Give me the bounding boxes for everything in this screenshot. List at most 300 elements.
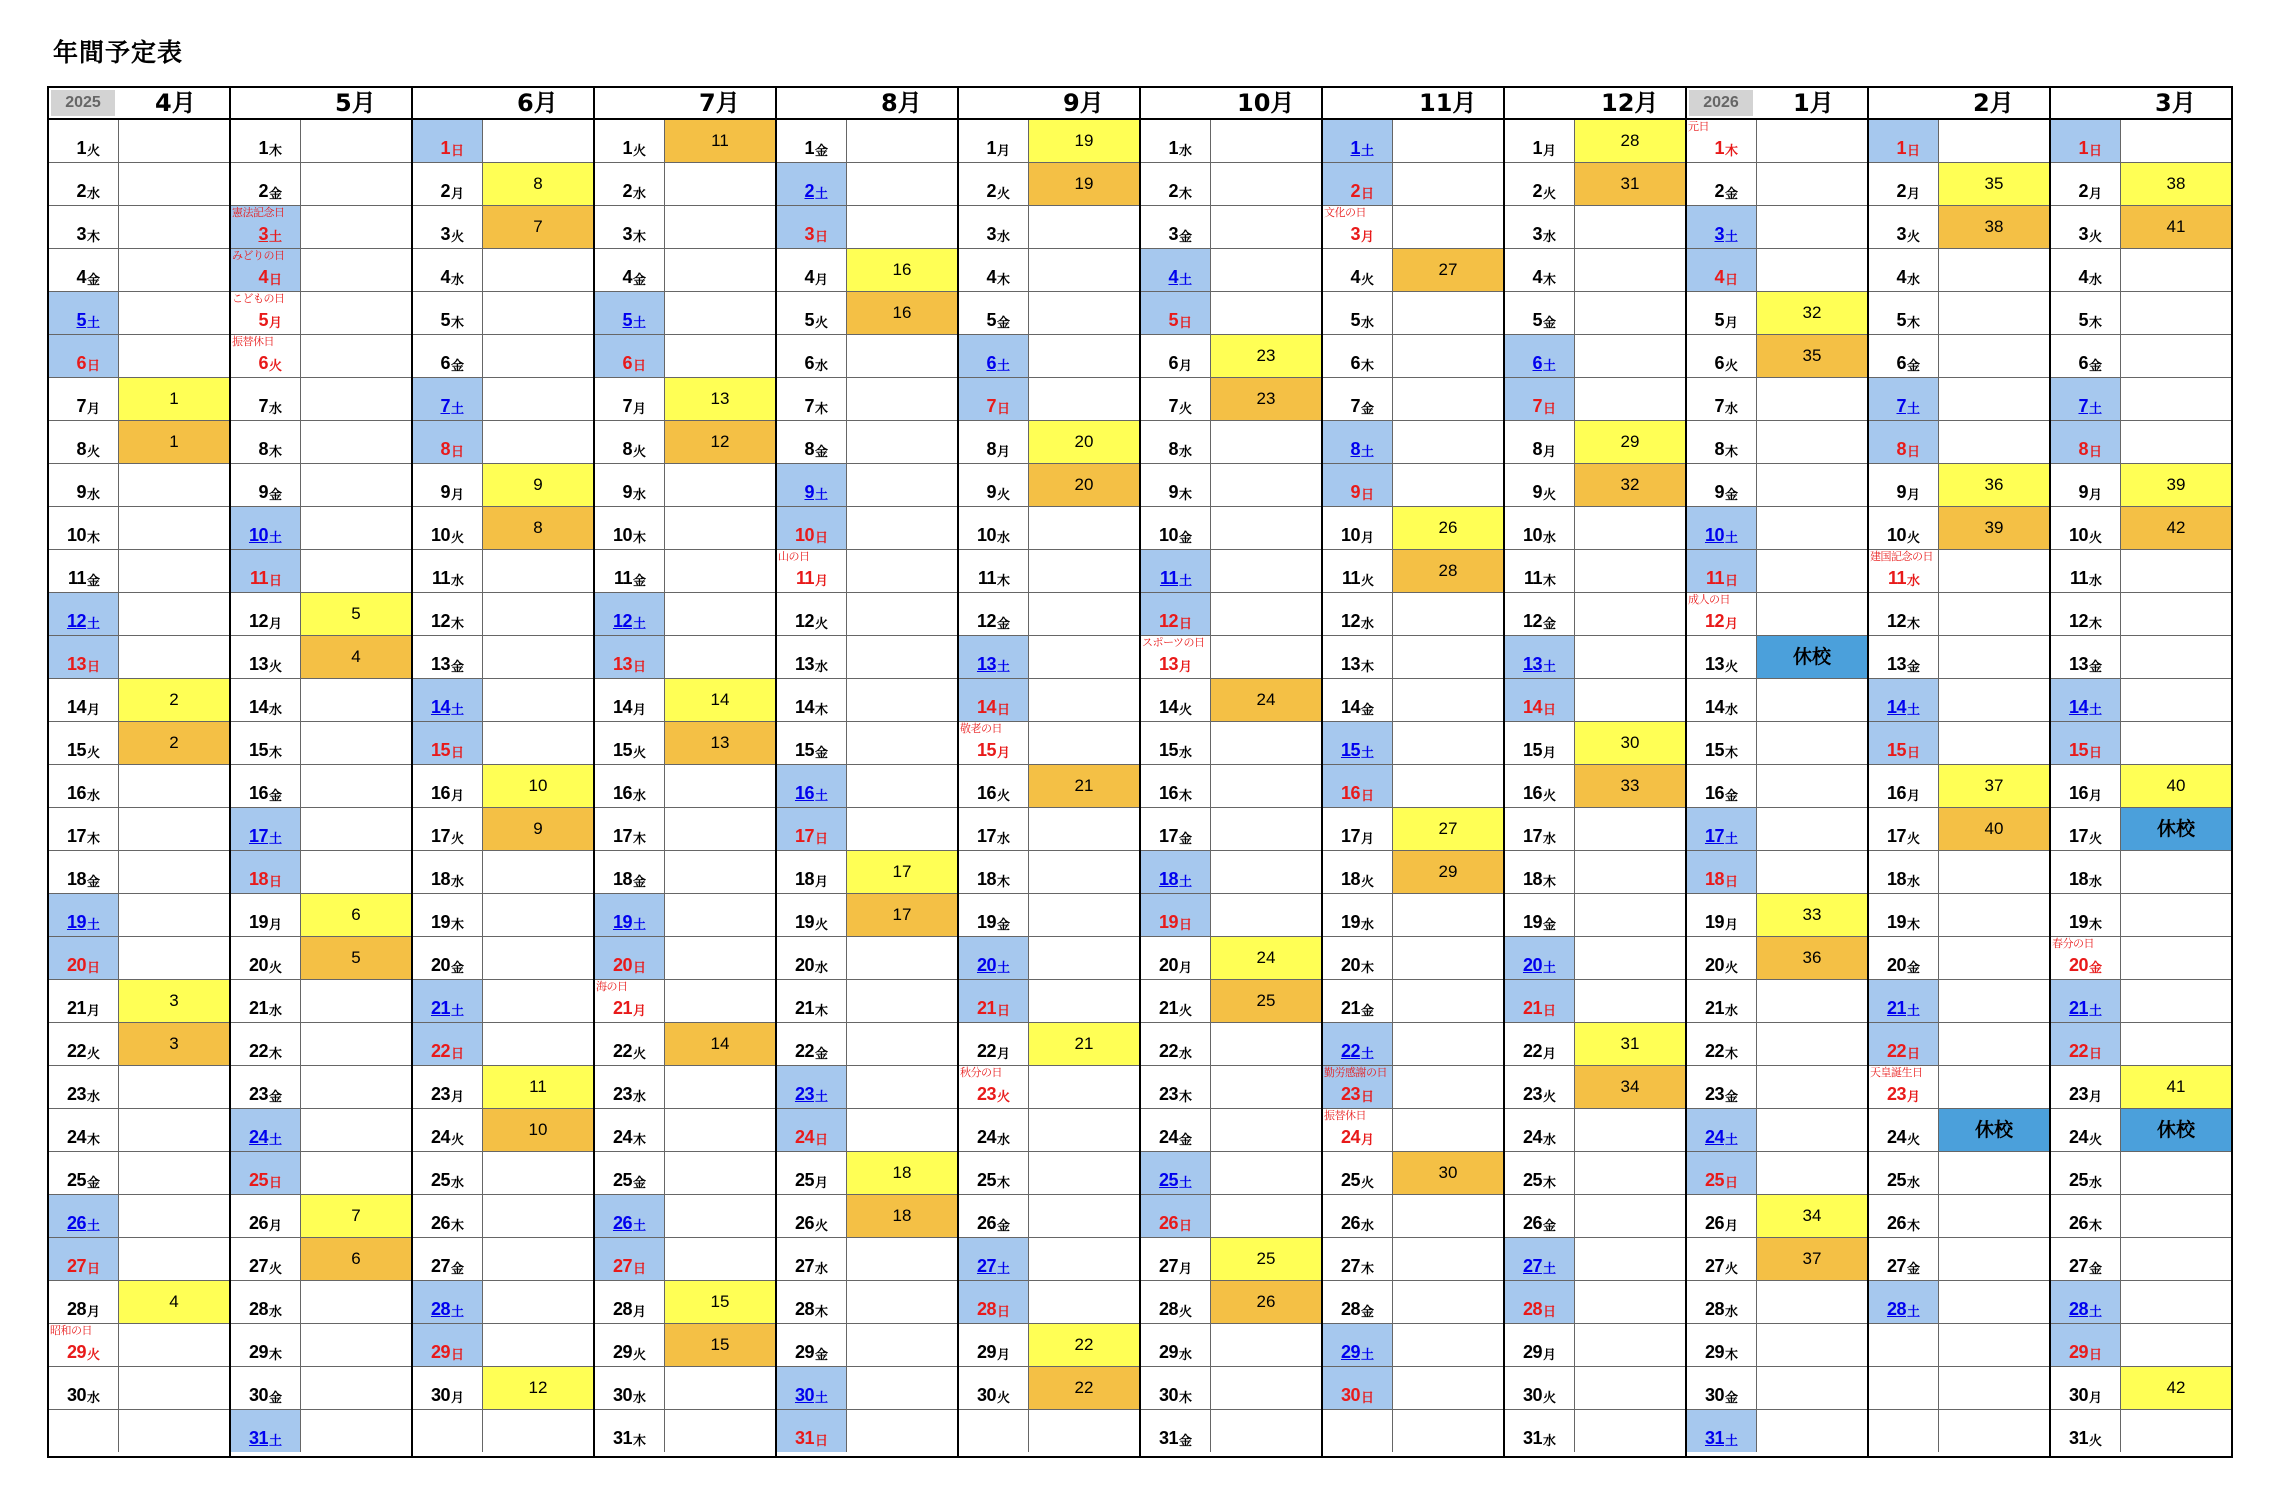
event-cell[interactable]	[1211, 1367, 1321, 1409]
event-cell[interactable]	[665, 292, 775, 334]
event-cell[interactable]	[847, 1109, 957, 1151]
event-cell[interactable]	[1757, 163, 1867, 205]
event-cell[interactable]	[1393, 894, 1503, 936]
event-cell[interactable]	[1393, 722, 1503, 764]
event-cell[interactable]	[483, 980, 593, 1022]
event-cell[interactable]	[2121, 1023, 2231, 1065]
event-cell[interactable]	[119, 464, 229, 506]
event-cell[interactable]	[1029, 292, 1139, 334]
event-cell[interactable]	[1393, 163, 1503, 205]
event-cell[interactable]	[1757, 1410, 1867, 1452]
event-cell[interactable]: 19	[1029, 120, 1139, 162]
event-cell[interactable]: 4	[301, 636, 411, 678]
event-cell[interactable]: 10	[483, 765, 593, 807]
event-cell[interactable]	[1757, 808, 1867, 850]
event-cell[interactable]	[1029, 1066, 1139, 1108]
event-cell[interactable]	[1211, 550, 1321, 592]
event-cell[interactable]	[847, 1324, 957, 1366]
event-cell[interactable]	[1211, 722, 1321, 764]
event-cell[interactable]	[847, 421, 957, 463]
event-cell[interactable]	[1575, 1281, 1685, 1323]
event-cell[interactable]	[847, 679, 957, 721]
event-cell[interactable]	[483, 378, 593, 420]
event-cell[interactable]	[847, 163, 957, 205]
event-cell[interactable]: 2	[119, 679, 229, 721]
event-cell[interactable]	[483, 1410, 593, 1452]
event-cell[interactable]	[301, 1152, 411, 1194]
event-cell[interactable]	[1393, 292, 1503, 334]
event-cell[interactable]	[483, 722, 593, 764]
event-cell[interactable]	[1211, 765, 1321, 807]
event-cell[interactable]	[1393, 1410, 1503, 1452]
event-cell[interactable]	[1029, 1109, 1139, 1151]
event-cell[interactable]	[1939, 894, 2049, 936]
event-cell[interactable]	[119, 894, 229, 936]
event-cell[interactable]: 33	[1575, 765, 1685, 807]
event-cell[interactable]	[2121, 980, 2231, 1022]
event-cell[interactable]	[1939, 636, 2049, 678]
event-cell[interactable]	[1939, 980, 2049, 1022]
event-cell[interactable]	[1939, 1367, 2049, 1409]
event-cell[interactable]	[1029, 206, 1139, 248]
event-cell[interactable]: 25	[1211, 1238, 1321, 1280]
event-cell[interactable]	[1757, 1281, 1867, 1323]
event-cell[interactable]	[847, 335, 957, 377]
event-cell[interactable]	[1393, 120, 1503, 162]
event-cell[interactable]	[301, 765, 411, 807]
event-cell[interactable]	[301, 722, 411, 764]
event-cell[interactable]	[1029, 593, 1139, 635]
event-cell[interactable]	[1211, 120, 1321, 162]
event-cell[interactable]	[119, 593, 229, 635]
event-cell[interactable]: 7	[483, 206, 593, 248]
event-cell[interactable]	[847, 1367, 957, 1409]
event-cell[interactable]	[483, 636, 593, 678]
event-cell[interactable]	[1393, 464, 1503, 506]
event-cell[interactable]	[847, 550, 957, 592]
event-cell[interactable]	[1393, 679, 1503, 721]
event-cell[interactable]	[119, 1324, 229, 1366]
event-cell[interactable]	[2121, 894, 2231, 936]
event-cell[interactable]	[1393, 206, 1503, 248]
event-cell[interactable]: 18	[847, 1152, 957, 1194]
event-cell[interactable]	[483, 1152, 593, 1194]
event-cell[interactable]	[665, 163, 775, 205]
event-cell[interactable]	[847, 808, 957, 850]
event-cell[interactable]	[301, 851, 411, 893]
event-cell[interactable]: 17	[847, 851, 957, 893]
event-cell[interactable]	[1939, 335, 2049, 377]
event-cell[interactable]: 30	[1575, 722, 1685, 764]
event-cell[interactable]	[119, 206, 229, 248]
event-cell[interactable]	[665, 1410, 775, 1452]
event-cell[interactable]	[1393, 1367, 1503, 1409]
event-cell[interactable]: 39	[1939, 507, 2049, 549]
event-cell[interactable]	[1393, 378, 1503, 420]
event-cell[interactable]	[119, 851, 229, 893]
event-cell[interactable]: 休校	[1757, 636, 1867, 678]
event-cell[interactable]	[847, 937, 957, 979]
event-cell[interactable]	[119, 808, 229, 850]
event-cell[interactable]	[1575, 292, 1685, 334]
event-cell[interactable]	[119, 550, 229, 592]
event-cell[interactable]	[665, 1367, 775, 1409]
event-cell[interactable]	[1757, 464, 1867, 506]
event-cell[interactable]	[1393, 335, 1503, 377]
event-cell[interactable]: 32	[1575, 464, 1685, 506]
event-cell[interactable]	[1757, 1066, 1867, 1108]
event-cell[interactable]	[1575, 1195, 1685, 1237]
event-cell[interactable]	[119, 1066, 229, 1108]
event-cell[interactable]	[483, 421, 593, 463]
event-cell[interactable]	[1029, 1238, 1139, 1280]
event-cell[interactable]	[1757, 1367, 1867, 1409]
event-cell[interactable]: 26	[1211, 1281, 1321, 1323]
event-cell[interactable]	[1939, 120, 2049, 162]
event-cell[interactable]: 8	[483, 507, 593, 549]
event-cell[interactable]: 9	[483, 808, 593, 850]
event-cell[interactable]	[665, 1195, 775, 1237]
event-cell[interactable]	[1939, 1023, 2049, 1065]
event-cell[interactable]: 9	[483, 464, 593, 506]
event-cell[interactable]	[301, 980, 411, 1022]
event-cell[interactable]	[2121, 292, 2231, 334]
event-cell[interactable]	[665, 335, 775, 377]
event-cell[interactable]	[1211, 292, 1321, 334]
event-cell[interactable]: 34	[1757, 1195, 1867, 1237]
event-cell[interactable]: 31	[1575, 163, 1685, 205]
event-cell[interactable]: 31	[1575, 1023, 1685, 1065]
event-cell[interactable]	[1393, 1066, 1503, 1108]
event-cell[interactable]: 13	[665, 722, 775, 764]
event-cell[interactable]	[1939, 679, 2049, 721]
event-cell[interactable]: 24	[1211, 679, 1321, 721]
event-cell[interactable]	[1757, 507, 1867, 549]
event-cell[interactable]	[1393, 1195, 1503, 1237]
event-cell[interactable]	[119, 120, 229, 162]
event-cell[interactable]: 37	[1939, 765, 2049, 807]
event-cell[interactable]: 19	[1029, 163, 1139, 205]
event-cell[interactable]: 16	[847, 292, 957, 334]
event-cell[interactable]	[1757, 593, 1867, 635]
event-cell[interactable]: 36	[1939, 464, 2049, 506]
event-cell[interactable]	[665, 894, 775, 936]
event-cell[interactable]	[301, 464, 411, 506]
event-cell[interactable]	[1757, 980, 1867, 1022]
event-cell[interactable]: 26	[1393, 507, 1503, 549]
event-cell[interactable]	[301, 120, 411, 162]
event-cell[interactable]	[847, 206, 957, 248]
event-cell[interactable]	[1575, 378, 1685, 420]
event-cell[interactable]	[847, 120, 957, 162]
event-cell[interactable]	[847, 593, 957, 635]
event-cell[interactable]	[119, 1367, 229, 1409]
event-cell[interactable]	[1211, 421, 1321, 463]
event-cell[interactable]	[1393, 593, 1503, 635]
event-cell[interactable]	[1211, 163, 1321, 205]
event-cell[interactable]	[2121, 1195, 2231, 1237]
event-cell[interactable]	[301, 335, 411, 377]
event-cell[interactable]	[847, 1023, 957, 1065]
event-cell[interactable]	[1211, 507, 1321, 549]
event-cell[interactable]: 1	[119, 421, 229, 463]
event-cell[interactable]	[1939, 249, 2049, 291]
event-cell[interactable]	[2121, 1410, 2231, 1452]
event-cell[interactable]	[665, 937, 775, 979]
event-cell[interactable]	[847, 378, 957, 420]
event-cell[interactable]	[665, 1109, 775, 1151]
event-cell[interactable]: 12	[665, 421, 775, 463]
event-cell[interactable]: 33	[1757, 894, 1867, 936]
event-cell[interactable]: 8	[483, 163, 593, 205]
event-cell[interactable]	[1575, 851, 1685, 893]
event-cell[interactable]	[1029, 1152, 1139, 1194]
event-cell[interactable]	[119, 249, 229, 291]
event-cell[interactable]	[301, 378, 411, 420]
event-cell[interactable]	[1029, 722, 1139, 764]
event-cell[interactable]: 22	[1029, 1367, 1139, 1409]
event-cell[interactable]	[665, 1152, 775, 1194]
event-cell[interactable]	[1757, 249, 1867, 291]
event-cell[interactable]	[665, 206, 775, 248]
event-cell[interactable]	[1575, 894, 1685, 936]
event-cell[interactable]: 27	[1393, 249, 1503, 291]
event-cell[interactable]	[665, 1066, 775, 1108]
event-cell[interactable]	[119, 292, 229, 334]
event-cell[interactable]	[1211, 1023, 1321, 1065]
event-cell[interactable]	[2121, 937, 2231, 979]
event-cell[interactable]	[847, 765, 957, 807]
event-cell[interactable]: 3	[119, 1023, 229, 1065]
event-cell[interactable]	[1575, 636, 1685, 678]
event-cell[interactable]	[1029, 378, 1139, 420]
event-cell[interactable]	[1757, 120, 1867, 162]
event-cell[interactable]	[1575, 249, 1685, 291]
event-cell[interactable]	[1211, 206, 1321, 248]
event-cell[interactable]	[1939, 378, 2049, 420]
event-cell[interactable]	[119, 507, 229, 549]
event-cell[interactable]	[119, 335, 229, 377]
event-cell[interactable]	[1939, 593, 2049, 635]
event-cell[interactable]	[301, 292, 411, 334]
event-cell[interactable]: 4	[119, 1281, 229, 1323]
event-cell[interactable]: 5	[301, 937, 411, 979]
event-cell[interactable]	[1211, 1324, 1321, 1366]
event-cell[interactable]	[665, 980, 775, 1022]
event-cell[interactable]	[1757, 1109, 1867, 1151]
event-cell[interactable]	[665, 550, 775, 592]
event-cell[interactable]	[1757, 378, 1867, 420]
event-cell[interactable]	[1575, 550, 1685, 592]
event-cell[interactable]	[1029, 980, 1139, 1022]
event-cell[interactable]	[1211, 464, 1321, 506]
event-cell[interactable]	[2121, 120, 2231, 162]
event-cell[interactable]	[2121, 1281, 2231, 1323]
event-cell[interactable]	[1029, 249, 1139, 291]
event-cell[interactable]: 42	[2121, 507, 2231, 549]
event-cell[interactable]: 15	[665, 1324, 775, 1366]
event-cell[interactable]: 6	[301, 1238, 411, 1280]
event-cell[interactable]	[1393, 1281, 1503, 1323]
event-cell[interactable]	[1029, 1195, 1139, 1237]
event-cell[interactable]	[1211, 249, 1321, 291]
event-cell[interactable]	[1393, 937, 1503, 979]
event-cell[interactable]	[1029, 679, 1139, 721]
event-cell[interactable]: 41	[2121, 206, 2231, 248]
event-cell[interactable]	[2121, 378, 2231, 420]
event-cell[interactable]: 41	[2121, 1066, 2231, 1108]
event-cell[interactable]	[1029, 1281, 1139, 1323]
event-cell[interactable]	[1939, 292, 2049, 334]
event-cell[interactable]	[1029, 851, 1139, 893]
event-cell[interactable]	[483, 937, 593, 979]
event-cell[interactable]	[483, 1324, 593, 1366]
event-cell[interactable]: 21	[1029, 1023, 1139, 1065]
event-cell[interactable]	[2121, 421, 2231, 463]
event-cell[interactable]	[1029, 507, 1139, 549]
event-cell[interactable]	[1393, 1324, 1503, 1366]
event-cell[interactable]	[1939, 722, 2049, 764]
event-cell[interactable]	[1575, 206, 1685, 248]
event-cell[interactable]	[1575, 1109, 1685, 1151]
event-cell[interactable]: 2	[119, 722, 229, 764]
event-cell[interactable]	[1029, 636, 1139, 678]
event-cell[interactable]	[1393, 765, 1503, 807]
event-cell[interactable]: 20	[1029, 464, 1139, 506]
event-cell[interactable]	[1757, 1324, 1867, 1366]
event-cell[interactable]	[483, 1238, 593, 1280]
event-cell[interactable]	[847, 636, 957, 678]
event-cell[interactable]	[1757, 851, 1867, 893]
event-cell[interactable]	[119, 1109, 229, 1151]
event-cell[interactable]	[301, 163, 411, 205]
event-cell[interactable]: 11	[665, 120, 775, 162]
event-cell[interactable]	[1939, 421, 2049, 463]
event-cell[interactable]	[847, 507, 957, 549]
event-cell[interactable]	[1939, 1324, 2049, 1366]
event-cell[interactable]: 休校	[2121, 1109, 2231, 1151]
event-cell[interactable]	[301, 679, 411, 721]
event-cell[interactable]	[1393, 636, 1503, 678]
event-cell[interactable]	[1757, 765, 1867, 807]
event-cell[interactable]: 22	[1029, 1324, 1139, 1366]
event-cell[interactable]	[1757, 206, 1867, 248]
event-cell[interactable]	[1029, 335, 1139, 377]
event-cell[interactable]	[1939, 1238, 2049, 1280]
event-cell[interactable]	[483, 292, 593, 334]
event-cell[interactable]	[301, 808, 411, 850]
event-cell[interactable]: 17	[847, 894, 957, 936]
event-cell[interactable]: 15	[665, 1281, 775, 1323]
event-cell[interactable]: 36	[1757, 937, 1867, 979]
event-cell[interactable]: 13	[665, 378, 775, 420]
event-cell[interactable]	[1029, 550, 1139, 592]
event-cell[interactable]	[1393, 1109, 1503, 1151]
event-cell[interactable]	[483, 249, 593, 291]
event-cell[interactable]	[1575, 1238, 1685, 1280]
event-cell[interactable]	[1211, 1109, 1321, 1151]
event-cell[interactable]	[301, 206, 411, 248]
event-cell[interactable]	[1757, 679, 1867, 721]
event-cell[interactable]: 25	[1211, 980, 1321, 1022]
event-cell[interactable]	[2121, 1152, 2231, 1194]
event-cell[interactable]	[847, 1066, 957, 1108]
event-cell[interactable]: 16	[847, 249, 957, 291]
event-cell[interactable]	[665, 808, 775, 850]
event-cell[interactable]	[665, 1238, 775, 1280]
event-cell[interactable]	[483, 120, 593, 162]
event-cell[interactable]	[119, 765, 229, 807]
event-cell[interactable]	[1757, 421, 1867, 463]
event-cell[interactable]	[665, 593, 775, 635]
event-cell[interactable]	[1211, 1066, 1321, 1108]
event-cell[interactable]	[1575, 679, 1685, 721]
event-cell[interactable]	[1575, 808, 1685, 850]
event-cell[interactable]	[301, 1023, 411, 1065]
event-cell[interactable]	[1575, 937, 1685, 979]
event-cell[interactable]	[483, 335, 593, 377]
event-cell[interactable]: 14	[665, 679, 775, 721]
event-cell[interactable]	[301, 1281, 411, 1323]
event-cell[interactable]	[1211, 593, 1321, 635]
event-cell[interactable]	[1939, 851, 2049, 893]
event-cell[interactable]	[1393, 1238, 1503, 1280]
event-cell[interactable]: 35	[1939, 163, 2049, 205]
event-cell[interactable]: 38	[1939, 206, 2049, 248]
event-cell[interactable]	[301, 1109, 411, 1151]
event-cell[interactable]	[1939, 1281, 2049, 1323]
event-cell[interactable]	[301, 507, 411, 549]
event-cell[interactable]	[1029, 1410, 1139, 1452]
event-cell[interactable]: 10	[483, 1109, 593, 1151]
event-cell[interactable]	[301, 550, 411, 592]
event-cell[interactable]: 23	[1211, 335, 1321, 377]
event-cell[interactable]: 28	[1393, 550, 1503, 592]
event-cell[interactable]	[483, 679, 593, 721]
event-cell[interactable]: 27	[1393, 808, 1503, 850]
event-cell[interactable]: 42	[2121, 1367, 2231, 1409]
event-cell[interactable]	[1757, 1152, 1867, 1194]
event-cell[interactable]	[2121, 679, 2231, 721]
event-cell[interactable]	[483, 1195, 593, 1237]
event-cell[interactable]	[301, 1066, 411, 1108]
event-cell[interactable]	[665, 851, 775, 893]
event-cell[interactable]	[1029, 808, 1139, 850]
event-cell[interactable]: 40	[1939, 808, 2049, 850]
event-cell[interactable]	[119, 163, 229, 205]
event-cell[interactable]	[301, 249, 411, 291]
event-cell[interactable]	[2121, 550, 2231, 592]
event-cell[interactable]	[1575, 593, 1685, 635]
event-cell[interactable]	[665, 249, 775, 291]
event-cell[interactable]	[1211, 1152, 1321, 1194]
event-cell[interactable]	[1757, 722, 1867, 764]
event-cell[interactable]	[1757, 1023, 1867, 1065]
event-cell[interactable]	[483, 851, 593, 893]
event-cell[interactable]: 30	[1393, 1152, 1503, 1194]
event-cell[interactable]: 3	[119, 980, 229, 1022]
event-cell[interactable]: 11	[483, 1066, 593, 1108]
event-cell[interactable]	[1029, 894, 1139, 936]
event-cell[interactable]	[119, 1152, 229, 1194]
event-cell[interactable]	[1393, 421, 1503, 463]
event-cell[interactable]	[1211, 894, 1321, 936]
event-cell[interactable]: 40	[2121, 765, 2231, 807]
event-cell[interactable]	[2121, 1324, 2231, 1366]
event-cell[interactable]	[847, 1238, 957, 1280]
event-cell[interactable]: 休校	[2121, 808, 2231, 850]
event-cell[interactable]: 7	[301, 1195, 411, 1237]
